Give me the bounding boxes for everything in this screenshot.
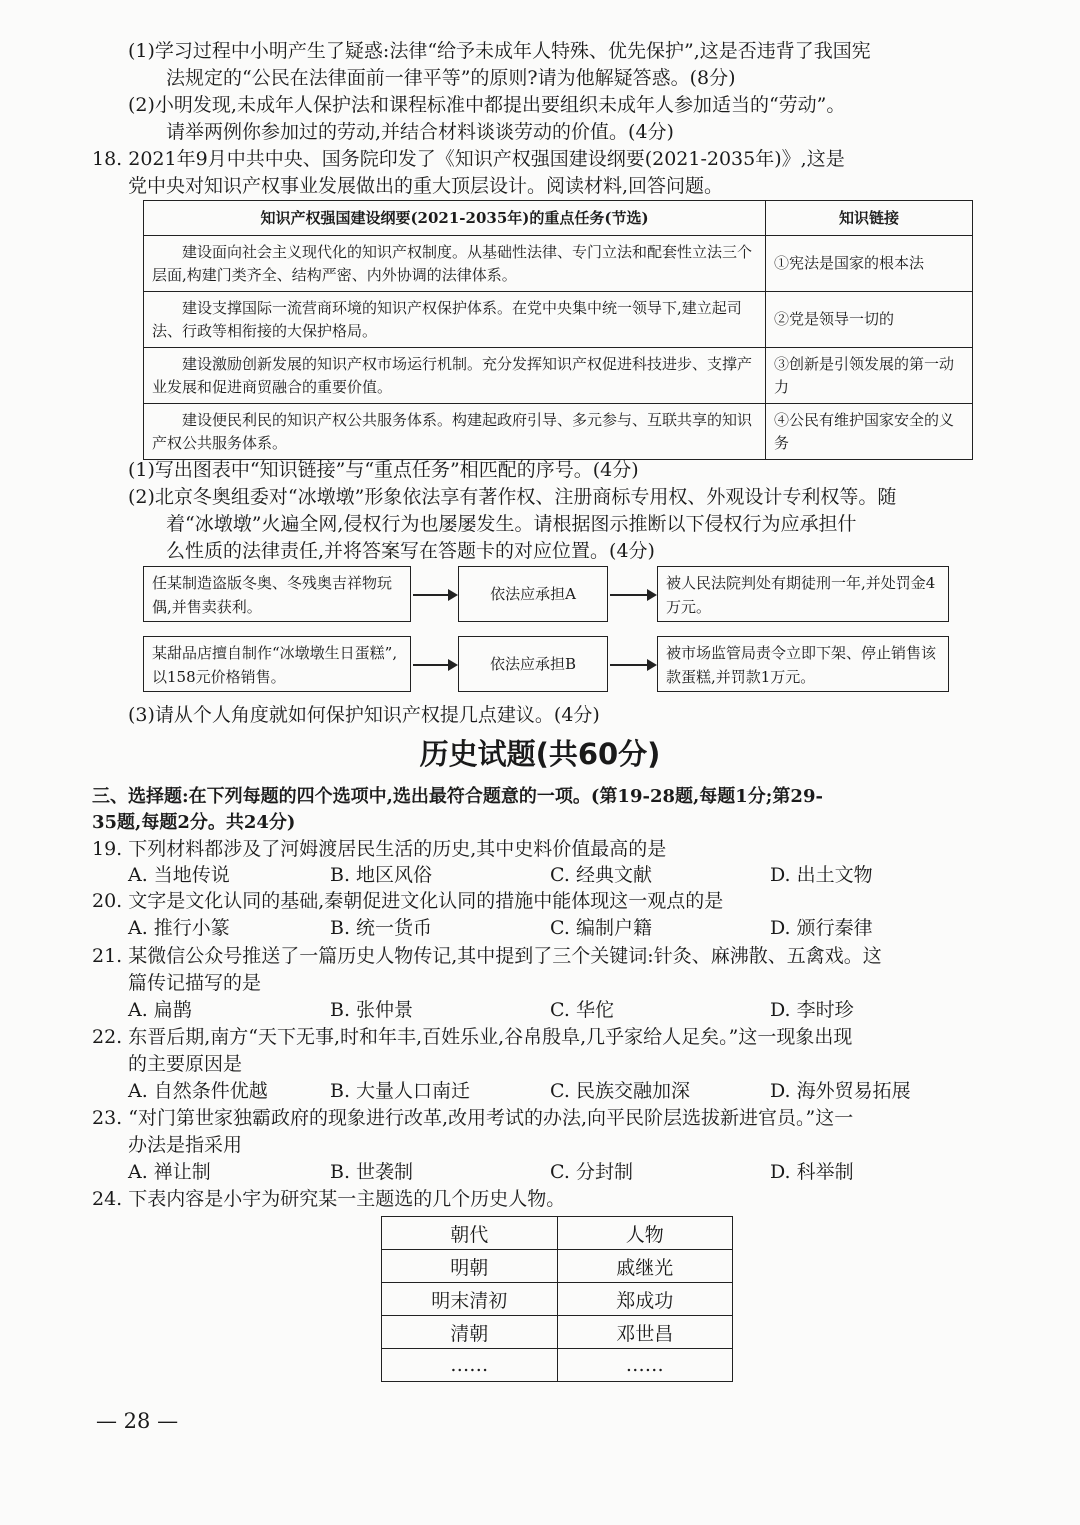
q20-stem: 20. 文字是文化认同的基础,秦朝促进文化认同的措施中能体现这一观点的是 bbox=[92, 890, 724, 912]
table-row bbox=[144, 236, 973, 292]
option-c: C. 经典文献 bbox=[550, 864, 652, 886]
task-cell: 建设支撑国际一流营商环境的知识产权保护体系。在党中央集中统一领导下,建立起司法、行政等相衔接的大保护格局。 bbox=[144, 292, 766, 348]
person-cell: …… bbox=[557, 1349, 733, 1382]
q18-sub3: (3)请从个人角度就如何保护知识产权提几点建议。(4分) bbox=[128, 704, 600, 726]
q23-stem-line2: 办法是指采用 bbox=[128, 1134, 243, 1156]
option-c: C. 民族交融加深 bbox=[550, 1080, 690, 1102]
option-d: D. 颁行秦律 bbox=[770, 917, 873, 939]
ip-strategy-table bbox=[143, 200, 973, 460]
q21-stem-line1: 21. 某微信公众号推送了一篇历史人物传记,其中提到了三个关键词:针灸、麻沸散、五禽戏。这 bbox=[92, 945, 882, 967]
flow-arrow bbox=[413, 594, 456, 596]
page-number: — 28 — bbox=[96, 1409, 179, 1433]
table-header-dynasty: 朝代 bbox=[382, 1217, 558, 1250]
table-row bbox=[144, 292, 973, 348]
option-d: D. 海外贸易拓展 bbox=[770, 1080, 911, 1102]
link-cell: ②党是领导一切的 bbox=[766, 292, 973, 348]
q18-stem-line2: 党中央对知识产权事业发展做出的重大顶层设计。阅读材料,回答问题。 bbox=[128, 175, 724, 197]
option-d: D. 科举制 bbox=[770, 1161, 854, 1183]
option-a: A. 扁鹊 bbox=[128, 999, 192, 1021]
q18-sub2-line2: 着“冰墩墩”火遍全网,侵权行为也屡屡发生。请根据图示推断以下侵权行为应承担什 bbox=[166, 513, 857, 535]
q18-stem-line1: 18. 2021年9月中共中央、国务院印发了《知识产权强国建设纲要(2021-2035年)》,这是 bbox=[92, 148, 845, 170]
person-cell: 邓世昌 bbox=[557, 1316, 733, 1349]
flow-result-b: 被市场监管局责令立即下架、停止销售该款蛋糕,并罚款1万元。 bbox=[657, 636, 949, 692]
history-section-title: 历史试题(共60分) bbox=[419, 737, 661, 771]
q17-sub1-line2: 法规定的“公民在法律面前一律平等”的原则?请为他解疑答惑。(8分) bbox=[166, 67, 736, 89]
option-b: B. 大量人口南迁 bbox=[330, 1080, 471, 1102]
section-instruction-line2: 35题,每题2分。共24分) bbox=[92, 812, 296, 833]
table-row bbox=[382, 1217, 733, 1250]
link-cell: ④公民有维护国家安全的义务 bbox=[766, 404, 973, 460]
q24-stem: 24. 下表内容是小宇为研究某一主题选的几个历史人物。 bbox=[92, 1188, 566, 1210]
dynasty-cell: …… bbox=[382, 1349, 558, 1382]
option-d: D. 出土文物 bbox=[770, 864, 873, 886]
task-cell: 建设便民利民的知识产权公共服务体系。构建起政府引导、多元参与、互联共享的知识产权公共服务体系。 bbox=[144, 404, 766, 460]
link-cell: ①宪法是国家的根本法 bbox=[766, 236, 973, 292]
link-cell: ③创新是引领发展的第一动力 bbox=[766, 348, 973, 404]
q22-stem-line1: 22. 东晋后期,南方“天下无事,时和年丰,百姓乐业,谷帛殷阜,几乎家给人足矣。”这一现象出现 bbox=[92, 1026, 853, 1048]
q18-sub2-line1: (2)北京冬奥组委对“冰墩墩”形象依法享有著作权、注册商标专用权、外观设计专利权等。随 bbox=[128, 486, 897, 508]
option-b: B. 张仲景 bbox=[330, 999, 414, 1021]
option-b: B. 地区风俗 bbox=[330, 864, 433, 886]
person-cell: 戚继光 bbox=[557, 1250, 733, 1283]
flow-case-b: 某甜品店擅自制作“冰墩墩生日蛋糕”,以158元价格销售。 bbox=[143, 636, 411, 692]
q17-sub2-line2: 请举两例你参加过的劳动,并结合材料谈谈劳动的价值。(4分) bbox=[166, 121, 674, 143]
table-row bbox=[382, 1316, 733, 1349]
q19-stem: 19. 下列材料都涉及了河姆渡居民生活的历史,其中史料价值最高的是 bbox=[92, 838, 667, 860]
option-a: A. 当地传说 bbox=[128, 864, 230, 886]
q18-sub2-line3: 么性质的法律责任,并将答案写在答题卡的对应位置。(4分) bbox=[166, 540, 655, 562]
flow-result-a: 被人民法院判处有期徒刑一年,并处罚金4万元。 bbox=[657, 566, 949, 622]
section-instruction-line1: 三、选择题:在下列每题的四个选项中,选出最符合题意的一项。(第19-28题,每题1分;第29- bbox=[92, 786, 823, 807]
history-figures-table bbox=[381, 1216, 733, 1382]
task-cell: 建设面向社会主义现代化的知识产权制度。从基础性法律、专门立法和配套性立法三个层面,构建门类齐全、结构严密、内外协调的法律体系。 bbox=[144, 236, 766, 292]
table-row bbox=[382, 1349, 733, 1382]
option-a: A. 禅让制 bbox=[128, 1161, 211, 1183]
option-c: C. 编制户籍 bbox=[550, 917, 652, 939]
option-c: C. 华佗 bbox=[550, 999, 614, 1021]
q22-stem-line2: 的主要原因是 bbox=[128, 1053, 243, 1075]
q18-sub1: (1)写出图表中“知识链接”与“重点任务”相匹配的序号。(4分) bbox=[128, 459, 639, 481]
option-a: A. 推行小篆 bbox=[128, 917, 230, 939]
option-b: B. 统一货币 bbox=[330, 917, 433, 939]
option-b: B. 世袭制 bbox=[330, 1161, 414, 1183]
q23-stem-line1: 23. “对门第世家独霸政府的现象进行改革,改用考试的办法,向平民阶层选拔新进官员。”这一 bbox=[92, 1107, 854, 1129]
flow-liability-a: 依法应承担A bbox=[458, 566, 608, 622]
table-header-task: 知识产权强国建设纲要(2021-2035年)的重点任务(节选) bbox=[144, 201, 766, 236]
dynasty-cell: 明末清初 bbox=[382, 1283, 558, 1316]
table-header-person: 人物 bbox=[557, 1217, 733, 1250]
q17-sub2-line1: (2)小明发现,未成年人保护法和课程标准中都提出要组织未成年人参加适当的“劳动”。 bbox=[128, 94, 846, 116]
flow-case-a: 任某制造盗版冬奥、冬残奥吉祥物玩偶,并售卖获利。 bbox=[143, 566, 411, 622]
flow-arrow bbox=[610, 664, 655, 666]
table-header-link: 知识链接 bbox=[766, 201, 973, 236]
option-c: C. 分封制 bbox=[550, 1161, 633, 1183]
flow-arrow bbox=[610, 594, 655, 596]
dynasty-cell: 明朝 bbox=[382, 1250, 558, 1283]
person-cell: 郑成功 bbox=[557, 1283, 733, 1316]
option-d: D. 李时珍 bbox=[770, 999, 854, 1021]
q17-sub1-line1: (1)学习过程中小明产生了疑惑:法律“给予未成年人特殊、优先保护”,这是否违背了我国宪 bbox=[128, 40, 871, 62]
q21-stem-line2: 篇传记描写的是 bbox=[128, 972, 262, 994]
table-row bbox=[144, 404, 973, 460]
table-row bbox=[144, 348, 973, 404]
option-a: A. 自然条件优越 bbox=[128, 1080, 268, 1102]
dynasty-cell: 清朝 bbox=[382, 1316, 558, 1349]
task-cell: 建设激励创新发展的知识产权市场运行机制。充分发挥知识产权促进科技进步、支撑产业发展和促进商贸融合的重要价值。 bbox=[144, 348, 766, 404]
table-row bbox=[382, 1250, 733, 1283]
flow-liability-b: 依法应承担B bbox=[458, 636, 608, 692]
flow-arrow bbox=[413, 664, 456, 666]
table-row bbox=[382, 1283, 733, 1316]
